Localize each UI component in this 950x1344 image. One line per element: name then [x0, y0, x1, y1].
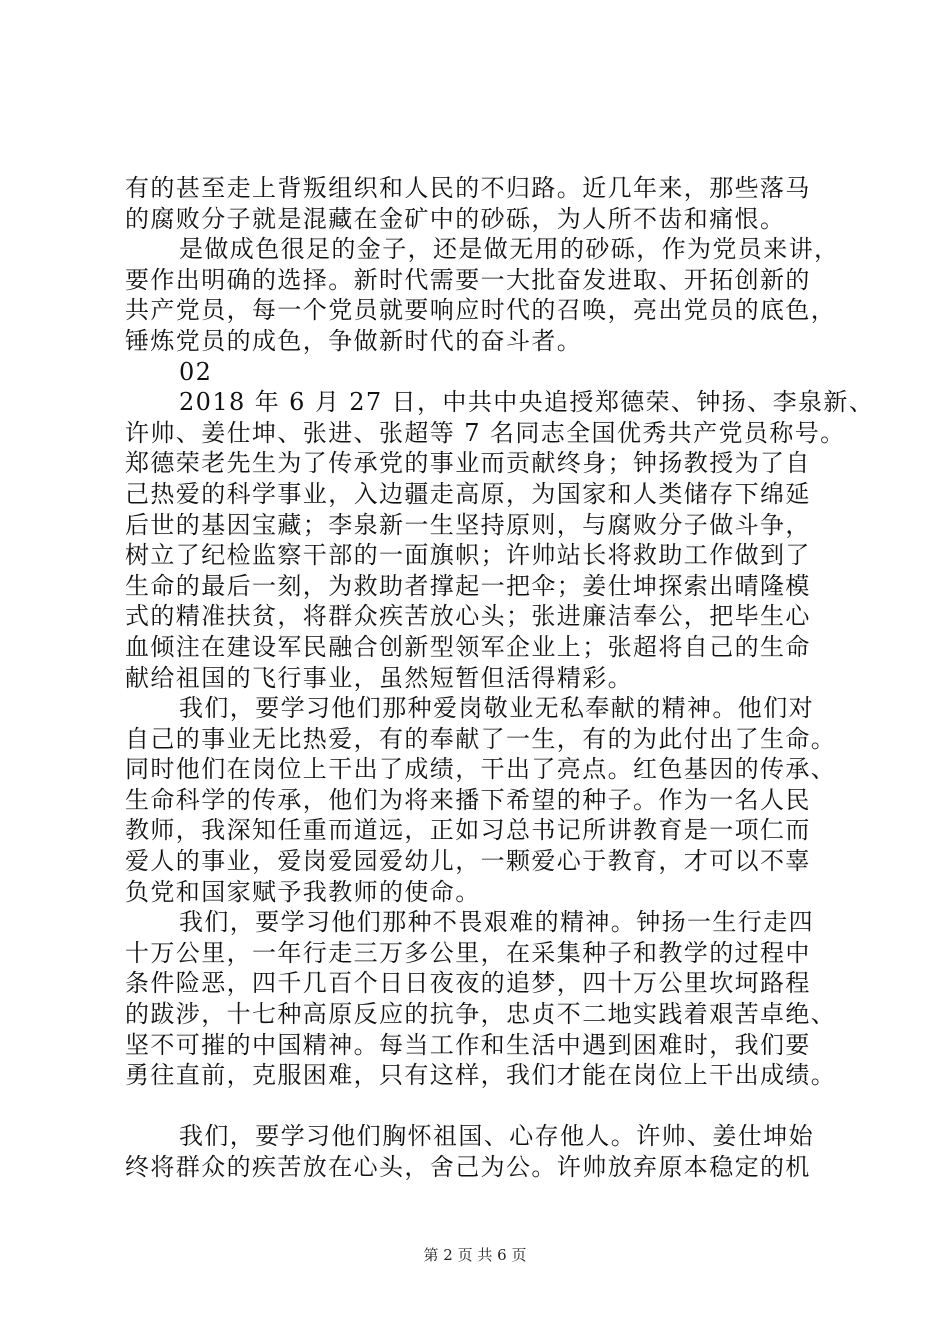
page-footer: 第 2 页 共 6 页	[423, 1246, 527, 1264]
paragraph	[125, 1121, 831, 1182]
text-line: 是做成色很足的金子，还是做无用的砂砾，作为党员来讲，	[179, 235, 840, 264]
text-line: 十万公里，一年行走三万多公里，在采集种子和教学的过程中	[125, 938, 811, 967]
text-line: 我们，要学习他们那种不畏艰难的精神。钟扬一生行走四	[179, 908, 814, 937]
text-line: 许帅、姜仕坤、张进、张超等 7 名同志全国优秀共产党员称号。	[125, 418, 846, 447]
text-line: 同时他们在岗位上干出了成绩，干出了亮点。红色基因的传承、	[125, 755, 837, 784]
text-line: 有的甚至走上背叛组织和人民的不归路。近几年来，那些落马	[125, 174, 811, 202]
paragraph	[125, 357, 831, 388]
paragraph	[125, 693, 837, 907]
text-line: 生命科学的传承，他们为将来播下希望的种子。作为一名人民	[125, 785, 811, 814]
text-line: 2018 年 6 月 27 日，中共中央追授郑德荣、钟扬、李泉新、	[179, 388, 875, 417]
paragraph-spacer	[125, 1091, 831, 1122]
text-line: 要作出明确的选择。新时代需要一大批奋发进取、开拓创新的	[125, 265, 811, 294]
text-line: 勇往直前，克服困难，只有这样，我们才能在岗位上干出成绩。	[125, 1061, 837, 1090]
document-body	[125, 173, 875, 1183]
paragraph	[125, 234, 840, 356]
text-line: 自己的事业无比热爱，有的奉献了一生，有的为此付出了生命。	[125, 724, 837, 753]
text-line: 生命的最后一刻，为救助者撑起一把伞；姜仕坤探索出晴隆模	[125, 571, 811, 600]
text-line: 我们，要学习他们那种爱岗敬业无私奉献的精神。他们对	[179, 694, 814, 723]
text-line: 式的精准扶贫，将群众疾苦放心头；张进廉洁奉公，把毕生心	[125, 602, 811, 631]
text-line: 负党和国家赋予我教师的使命。	[125, 877, 481, 906]
text-line: 02	[179, 357, 213, 386]
paragraph	[125, 387, 875, 693]
text-line: 的跋涉，十七种高原反应的抗争，忠贞不二地实践着艰苦卓绝、	[125, 1000, 837, 1029]
text-line: 我们，要学习他们胸怀祖国、心存他人。许帅、姜仕坤始	[179, 1122, 814, 1151]
text-line: 教师，我深知任重而道远，正如习总书记所讲教育是一项仁而	[125, 816, 811, 845]
text-line: 锤炼党员的成色，争做新时代的奋斗者。	[125, 326, 583, 355]
text-line: 树立了纪检监察干部的一面旗帜；许帅站长将救助工作做到了	[125, 541, 811, 570]
text-line: 终将群众的疾苦放在心头，舍己为公。许帅放弃原本稳定的机	[125, 1153, 811, 1181]
text-line: 条件险恶，四千几百个日日夜夜的追梦，四十万公里坎坷路程	[125, 969, 811, 998]
text-line: 坚不可摧的中国精神。每当工作和生活中遇到困难时，我们要	[125, 1030, 811, 1059]
text-line: 的腐败分子就是混藏在金矿中的砂砾，为人所不齿和痛恨。	[125, 204, 786, 233]
paragraph	[125, 907, 837, 1091]
paragraph	[125, 173, 831, 234]
text-line: 血倾注在建设军民融合创新型领军企业上；张超将自己的生命	[125, 632, 811, 661]
text-line: 爱人的事业，爱岗爱园爱幼儿，一颗爱心于教育，才可以不辜	[125, 847, 811, 876]
text-line: 己热爱的科学事业，入边疆走高原，为国家和人类储存下绵延	[125, 479, 811, 508]
text-line: 后世的基因宝藏；李泉新一生坚持原则，与腐败分子做斗争，	[125, 510, 811, 539]
text-line: 共产党员，每一个党员就要响应时代的召唤，亮出党员的底色，	[125, 296, 837, 325]
text-line: 献给祖国的飞行事业，虽然短暂但活得精彩。	[125, 663, 633, 692]
text-line: 郑德荣老先生为了传承党的事业而贡献终身；钟扬教授为了自	[125, 449, 811, 478]
